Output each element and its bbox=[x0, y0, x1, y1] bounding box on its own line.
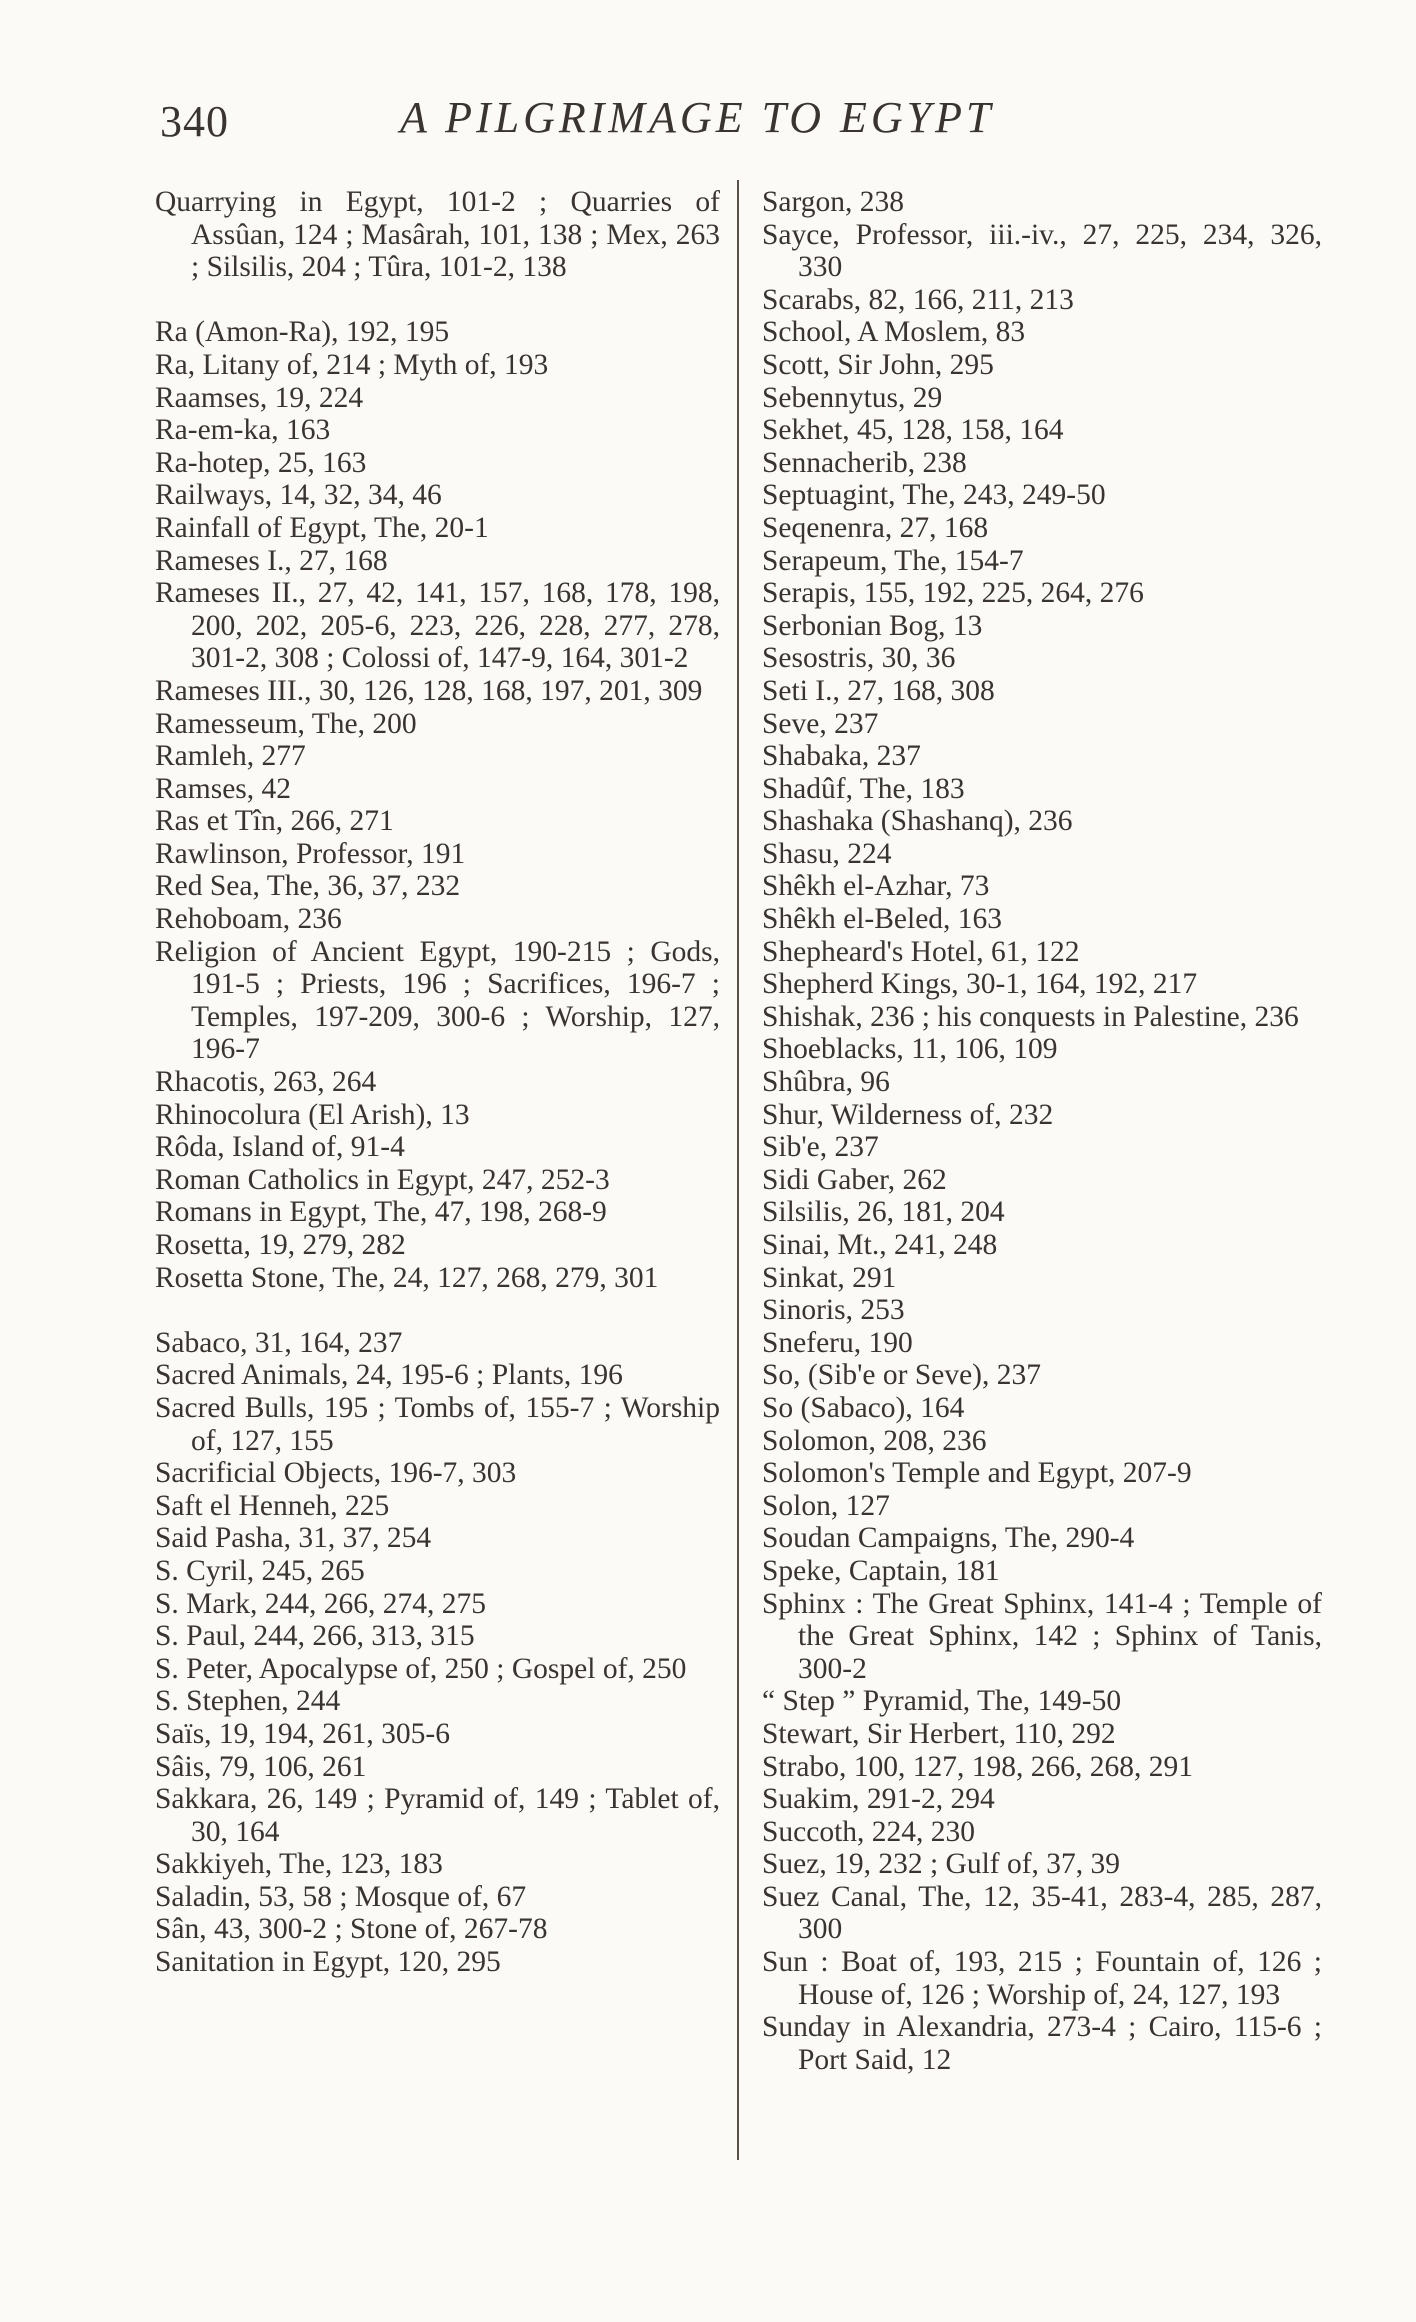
index-entry: S. Paul, 244, 266, 313, 315 bbox=[155, 1620, 475, 1653]
index-entry: Sinai, Mt., 241, 248 bbox=[762, 1229, 998, 1261]
entry-group-quarrying bbox=[155, 186, 720, 284]
index-entry: Soudan Campaigns, The, 290-4 bbox=[762, 1522, 1135, 1555]
index-entry: Shasu, 224 bbox=[762, 837, 892, 870]
index-entry: Rameses II., 27, 42, 141, 157, 168, 178, 198, 200, 202, 205-6, 223, 226, 228, 277, 278, 301-2, 308 ; Colossi of, 147-9, 164, 301-2 bbox=[155, 577, 720, 675]
index-entry: Suakim, 291-2, 294 bbox=[762, 1783, 995, 1816]
index-column-left bbox=[155, 186, 720, 1979]
index-entry: Sinoris, 253 bbox=[762, 1294, 905, 1327]
index-entry: Rehoboam, 236 bbox=[155, 903, 342, 936]
index-entry: Shêkh el-Azhar, 73 bbox=[762, 870, 990, 903]
entry-group-r bbox=[155, 316, 720, 1294]
index-entry: Sargon, 238 bbox=[762, 186, 905, 218]
index-entry: Scarabs, 82, 166, 211, 213 bbox=[762, 283, 1074, 316]
index-entry: S. Peter, Apocalypse of, 250 ; Gospel of, 250 bbox=[155, 1652, 687, 1685]
index-entry: Ramesseum, The, 200 bbox=[155, 707, 417, 740]
index-entry: Shepherd Kings, 30-1, 164, 192, 217 bbox=[762, 968, 1198, 1001]
index-entry: Seti I., 27, 168, 308 bbox=[762, 674, 995, 707]
index-entry: Sekhet, 45, 128, 158, 164 bbox=[762, 414, 1064, 447]
index-entry: Roman Catholics in Egypt, 247, 252-3 bbox=[155, 1163, 610, 1196]
index-entry: S. Cyril, 245, 265 bbox=[155, 1554, 365, 1587]
index-entry: Sneferu, 190 bbox=[762, 1326, 913, 1359]
index-entry: Septuagint, The, 243, 249-50 bbox=[762, 479, 1106, 512]
index-column-right bbox=[762, 186, 1322, 2076]
index-entry: Shur, Wilderness of, 232 bbox=[762, 1098, 1054, 1131]
index-entry: Ra-hotep, 25, 163 bbox=[155, 446, 367, 479]
index-entry: Sidi Gaber, 262 bbox=[762, 1163, 947, 1196]
index-entry: Shêkh el-Beled, 163 bbox=[762, 903, 1003, 936]
index-entry: Scott, Sir John, 295 bbox=[762, 348, 994, 381]
index-entry: Sphinx : The Great Sphinx, 141-4 ; Temple of the Great Sphinx, 142 ; Sphinx of Tanis, 300-2 bbox=[762, 1587, 1322, 1685]
index-entry: Sinkat, 291 bbox=[762, 1261, 897, 1294]
page-number: 340 bbox=[160, 97, 229, 146]
index-entry: Sakkiyeh, The, 123, 183 bbox=[155, 1848, 443, 1881]
index-entry: Rameses I., 27, 168 bbox=[155, 544, 388, 577]
index-entry: Suez, 19, 232 ; Gulf of, 37, 39 bbox=[762, 1848, 1121, 1881]
index-entry: Seve, 237 bbox=[762, 707, 879, 740]
index-entry: Seqenenra, 27, 168 bbox=[762, 511, 989, 544]
index-entry: Strabo, 100, 127, 198, 266, 268, 291 bbox=[762, 1750, 1194, 1783]
index-entry: Shepheard's Hotel, 61, 122 bbox=[762, 935, 1080, 968]
index-entry: So, (Sib'e or Seve), 237 bbox=[762, 1359, 1041, 1392]
index-entry: Saft el Henneh, 225 bbox=[155, 1489, 390, 1522]
index-entry: So (Sabaco), 164 bbox=[762, 1391, 965, 1424]
index-entry: Sabaco, 31, 164, 237 bbox=[155, 1326, 403, 1359]
index-entry: Sunday in Alexandria, 273-4 ; Cairo, 115-6 ; Port Said, 12 bbox=[762, 2011, 1322, 2076]
index-entry: Sun : Boat of, 193, 215 ; Fountain of, 126 ; House of, 126 ; Worship of, 24, 127, 193 bbox=[762, 1946, 1322, 2011]
index-entry: Ras et Tîn, 266, 271 bbox=[155, 805, 394, 838]
index-entry: S. Mark, 244, 266, 274, 275 bbox=[155, 1587, 487, 1620]
index-entry: Succoth, 224, 230 bbox=[762, 1815, 976, 1848]
index-entry: Religion of Ancient Egypt, 190-215 ; Gods, 191-5 ; Priests, 196 ; Sacrifices, 196-7 ; Temples, 197-209, 300-6 ; Worship, 127, 196-7 bbox=[155, 935, 720, 1066]
index-entry: Serapeum, The, 154-7 bbox=[762, 544, 1024, 577]
index-entry: Serapis, 155, 192, 225, 264, 276 bbox=[762, 577, 1144, 610]
index-entry: School, A Moslem, 83 bbox=[762, 316, 1026, 349]
index-entry: Suez Canal, The, 12, 35-41, 283-4, 285, 287, 300 bbox=[762, 1880, 1322, 1946]
index-entry: Sacred Animals, 24, 195-6 ; Plants, 196 bbox=[155, 1359, 623, 1392]
index-entry: Stewart, Sir Herbert, 110, 292 bbox=[762, 1717, 1116, 1750]
index-entry: S. Stephen, 244 bbox=[155, 1685, 341, 1718]
index-entry: Sanitation in Egypt, 120, 295 bbox=[155, 1946, 501, 1979]
index-entry: Ra, Litany of, 214 ; Myth of, 193 bbox=[155, 348, 549, 381]
index-entry: Sacred Bulls, 195 ; Tombs of, 155-7 ; Worship of, 127, 155 bbox=[155, 1391, 720, 1457]
running-title: A PILGRIMAGE TO EGYPT bbox=[400, 93, 995, 142]
index-entry: Solon, 127 bbox=[762, 1489, 890, 1522]
index-entry: Shoeblacks, 11, 106, 109 bbox=[762, 1033, 1058, 1066]
index-entry: Sakkara, 26, 149 ; Pyramid of, 149 ; Tablet of, 30, 164 bbox=[155, 1783, 720, 1848]
index-entry: Sennacherib, 238 bbox=[762, 446, 967, 479]
index-entry: Ra (Amon-Ra), 192, 195 bbox=[155, 316, 450, 349]
index-entry: “ Step ” Pyramid, The, 149-50 bbox=[762, 1685, 1122, 1718]
index-entry: Rhacotis, 263, 264 bbox=[155, 1066, 377, 1099]
index-entry: Shabaka, 237 bbox=[762, 740, 921, 773]
index-entry: Ra-em-ka, 163 bbox=[155, 414, 331, 447]
index-entry: Sacrificial Objects, 196-7, 303 bbox=[155, 1457, 517, 1490]
index-entry: Rameses III., 30, 126, 128, 168, 197, 201, 309 bbox=[155, 674, 703, 707]
index-entry: Serbonian Bog, 13 bbox=[762, 609, 983, 642]
index-entry: Rawlinson, Professor, 191 bbox=[155, 837, 466, 870]
group-spacer bbox=[155, 284, 720, 317]
index-entry: Silsilis, 26, 181, 204 bbox=[762, 1196, 1005, 1229]
index-entry: Sâis, 79, 106, 261 bbox=[155, 1750, 367, 1783]
entry-group-s bbox=[155, 1327, 720, 1979]
index-entry: Saïs, 19, 194, 261, 305-6 bbox=[155, 1717, 450, 1750]
index-entry: Sân, 43, 300-2 ; Stone of, 267-78 bbox=[155, 1913, 548, 1946]
index-entry: Ramses, 42 bbox=[155, 772, 292, 805]
index-entry: Saladin, 53, 58 ; Mosque of, 67 bbox=[155, 1880, 527, 1913]
index-entry: Red Sea, The, 36, 37, 232 bbox=[155, 870, 461, 903]
index-entry: Rhinocolura (El Arish), 13 bbox=[155, 1098, 470, 1131]
index-entry: Rainfall of Egypt, The, 20-1 bbox=[155, 511, 489, 544]
index-entry: Solomon's Temple and Egypt, 207-9 bbox=[762, 1457, 1192, 1490]
index-entry: Solomon, 208, 236 bbox=[762, 1424, 987, 1457]
index-entry: Rosetta Stone, The, 24, 127, 268, 279, 301 bbox=[155, 1261, 659, 1294]
index-entry: Sesostris, 30, 36 bbox=[762, 642, 956, 675]
index-entry: Quarrying in Egypt, 101-2 ; Quarries of Assûan, 124 ; Masârah, 101, 138 ; Mex, 263 ; Silsilis, 204 ; Tûra, 101-2, 138 bbox=[155, 186, 720, 284]
index-entry: Rôda, Island of, 91-4 bbox=[155, 1131, 405, 1164]
index-entry: Speke, Captain, 181 bbox=[762, 1554, 1000, 1587]
index-entry: Ramleh, 277 bbox=[155, 740, 306, 773]
index-entry: Railways, 14, 32, 34, 46 bbox=[155, 479, 442, 512]
index-entry: Shadûf, The, 183 bbox=[762, 772, 965, 805]
index-entry: Said Pasha, 31, 37, 254 bbox=[155, 1522, 432, 1555]
index-entry: Sayce, Professor, iii.-iv., 27, 225, 234, 326, 330 bbox=[762, 218, 1322, 284]
index-entry: Sib'e, 237 bbox=[762, 1131, 879, 1164]
index-entry: Rosetta, 19, 279, 282 bbox=[155, 1229, 406, 1261]
group-spacer bbox=[155, 1294, 720, 1327]
column-divider bbox=[737, 180, 739, 2160]
index-entry: Shûbra, 96 bbox=[762, 1066, 890, 1099]
index-entry: Shashaka (Shashanq), 236 bbox=[762, 805, 1073, 838]
index-entry: Sebennytus, 29 bbox=[762, 381, 943, 414]
index-entry: Raamses, 19, 224 bbox=[155, 381, 364, 414]
index-entry: Shishak, 236 ; his conquests in Palestine, 236 bbox=[762, 1000, 1299, 1033]
index-entry: Romans in Egypt, The, 47, 198, 268-9 bbox=[155, 1196, 607, 1229]
